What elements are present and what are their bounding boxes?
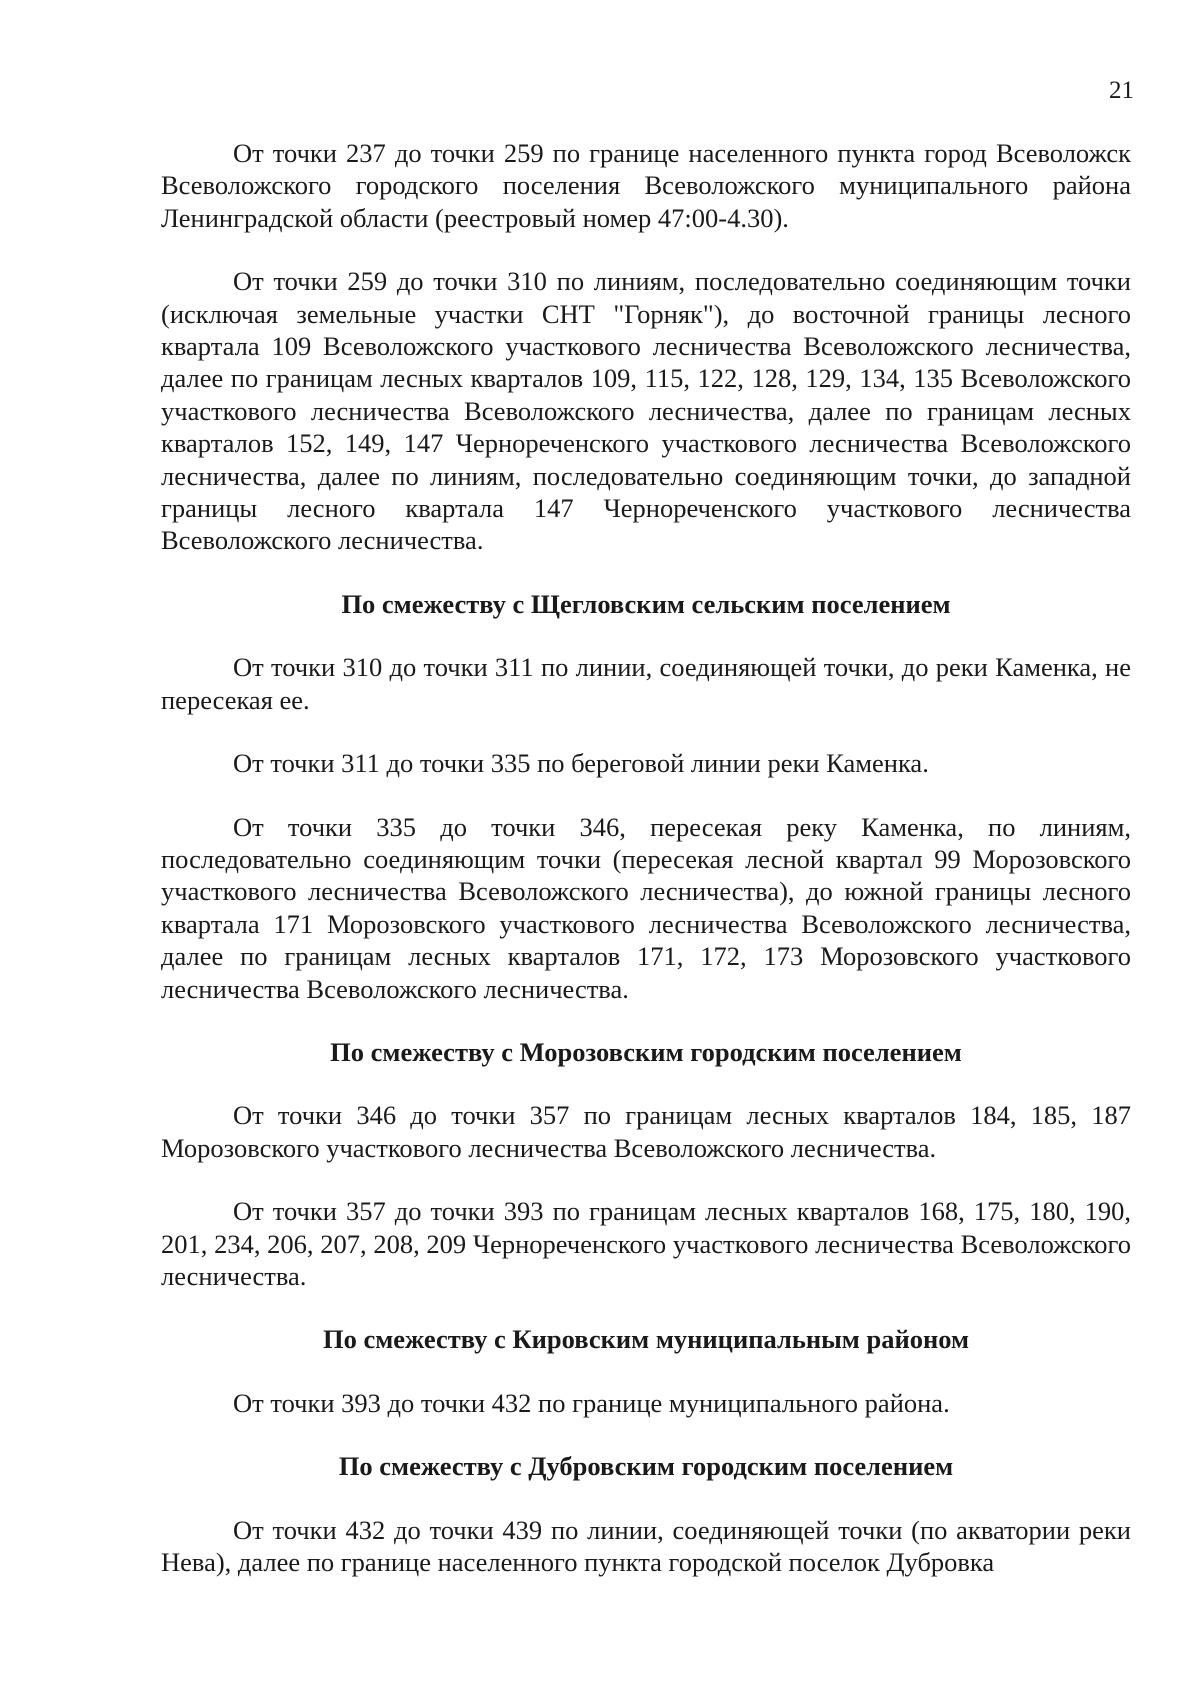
section-heading: По смежеству с Дубровским городским поселением bbox=[338, 1451, 954, 1482]
page-number: 21 bbox=[1109, 77, 1134, 104]
section-heading: По смежеству с Щегловским сельским поселением bbox=[341, 588, 951, 619]
document-body bbox=[161, 137, 1131, 1609]
paragraph: От точки 346 до точки 357 по границам лесных кварталов 184, 185, 187 Морозовского участкового лесничества Всеволожского лесничества. bbox=[161, 1100, 1131, 1163]
paragraph: От точки 310 до точки 311 по линии, соединяющей точки, до реки Каменка, не пересекая ее. bbox=[161, 652, 1131, 715]
paragraph: От точки 393 до точки 432 по границе муниципального района. bbox=[233, 1387, 950, 1418]
paragraph: От точки 335 до точки 346, пересекая реку Каменка, по линиям, последовательно соединяющим точки (пересекая лесной квартал 99 Морозовского участкового лесничества Всеволожского лесничества), до южной границы лесного квартала 171 Морозовского участкового лесничества Всеволожского лесничества, далее по границам лесных кварталов 171, 172, 173 Морозовского участкового лесничества Всеволожского лесничества. bbox=[161, 811, 1131, 1004]
section-heading: По смежеству с Кировским муниципальным районом bbox=[322, 1324, 970, 1355]
section-heading: По смежеству с Морозовским городским поселением bbox=[330, 1036, 962, 1067]
paragraph: От точки 432 до точки 439 по линии, соединяющей точки (по акватории реки Нева), далее по границе населенного пункта городской поселок Дубровка bbox=[161, 1514, 1131, 1577]
paragraph: От точки 357 до точки 393 по границам лесных кварталов 168, 175, 180, 190, 201, 234, 206, 207, 208, 209 Черноречeнского участкового лесничества Всеволожского лесничества. bbox=[161, 1196, 1131, 1291]
paragraph: От точки 259 до точки 310 по линиям, последовательно соединяющим точки (исключая земельные участки СНТ "Горняк"), до восточной границы лесного квартала 109 Всеволожского участкового лесничества Всеволожского лесничества, далее по границам лесных кварталов 109, 115, 122, 128, 129, 134, 135 Всеволожского участкового лесничества Всеволожского лесничества, далее по границам лесных кварталов 152, 149, 147 Черноречeнского участкового лесничества Всеволожского лесничества, далее по линиям, последовательно соединяющим точки, до западной границы лесного квартала 147 Черноречeнского участкового лесничества Всеволожского лесничества. bbox=[161, 266, 1131, 556]
paragraph: От точки 311 до точки 335 по береговой линии реки Каменка. bbox=[233, 748, 929, 779]
paragraph: От точки 237 до точки 259 по границе населенного пункта город Всеволожск Всеволожского городского поселения Всеволожского муниципального района Ленинградской области (реестровый номер 47:00-4.30). bbox=[161, 138, 1131, 233]
